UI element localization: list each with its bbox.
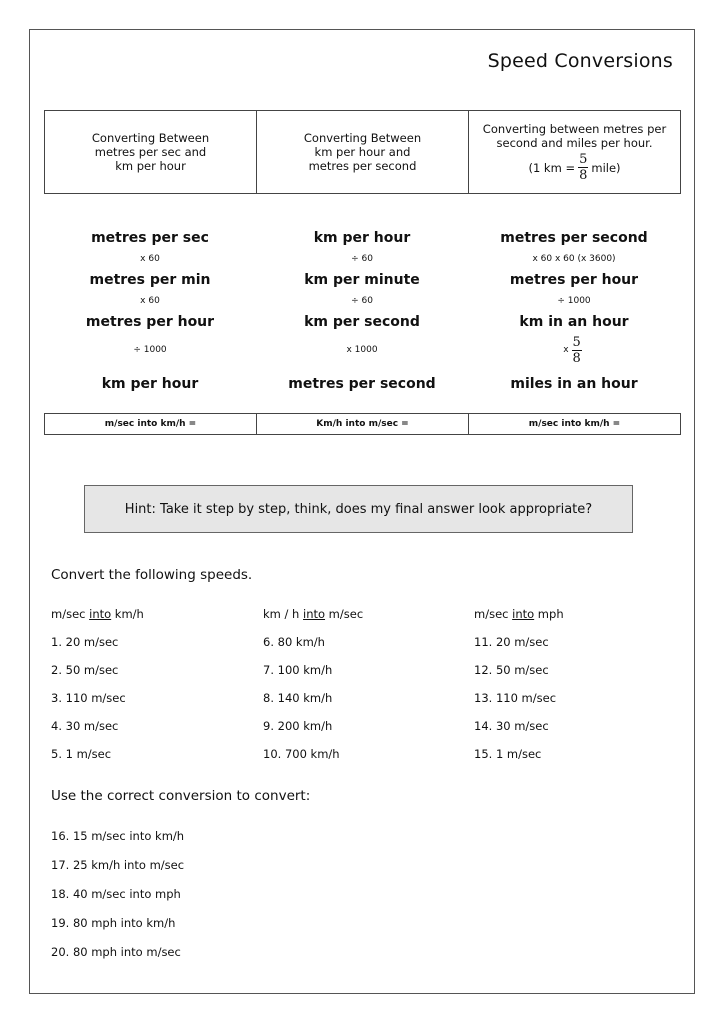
answer-row (44, 413, 681, 435)
exercise-column-ms-kmh (51, 606, 144, 774)
header-line: metres per sec and (94, 145, 207, 159)
chain-operation: ÷ 60 (351, 254, 373, 264)
heading-post: m/sec (325, 607, 364, 621)
header-cell-ms-mph (468, 111, 680, 193)
column-heading (474, 606, 564, 634)
fraction-five-eighths (578, 153, 588, 182)
heading-pre: m/sec (474, 607, 513, 621)
fraction-denominator: 8 (579, 168, 588, 183)
exercise-item: 3. 110 m/sec (51, 691, 126, 705)
column-heading (51, 606, 144, 634)
equation-suffix: mile) (591, 160, 621, 175)
header-line: Converting between metres per (482, 122, 667, 136)
conversion-header-table (44, 110, 681, 194)
exercise-column-ms-mph (474, 606, 564, 774)
hint-box: Hint: Take it step by step, think, does my final answer look appropriate? (84, 485, 633, 533)
fraction-five-eighths (572, 336, 582, 365)
section-title-convert: Convert the following speeds. (51, 567, 253, 583)
chain-ms-to-mph (468, 228, 680, 394)
chain-operation: x 60 x 60 (x 3600) (532, 254, 616, 264)
chain-operation: x 1000 (346, 345, 378, 355)
operation-prefix: x (563, 345, 569, 355)
fraction-denominator: 8 (572, 350, 581, 366)
exercise-item: 7. 100 km/h (263, 663, 333, 677)
answer-cell-ms-mph[interactable]: m/sec into km/h = (468, 414, 680, 434)
exercise-item: 13. 110 m/sec (474, 691, 557, 705)
answer-cell-kmh-ms[interactable]: Km/h into m/sec = (256, 414, 468, 434)
chain-unit: metres per hour (85, 314, 215, 330)
exercise-item: 5. 1 m/sec (51, 747, 112, 761)
heading-underlined: into (303, 607, 326, 621)
chain-operation: ÷ 60 (351, 296, 373, 306)
exercise-item: 17. 25 km/h into m/sec (51, 858, 185, 872)
header-line: Converting Between (91, 131, 210, 145)
heading-pre: km / h (263, 607, 303, 621)
exercise-item: 1. 20 m/sec (51, 635, 119, 649)
heading-underlined: into (512, 607, 535, 621)
chain-operation: x 60 (140, 254, 160, 264)
exercise-item: 18. 40 m/sec into mph (51, 887, 181, 901)
section-title-correct-conversion: Use the correct conversion to convert: (51, 788, 311, 804)
chain-unit: miles in an hour (510, 376, 638, 392)
chain-unit: km per hour (101, 376, 199, 392)
chain-operation: ÷ 1000 (133, 345, 167, 355)
heading-post: km/h (111, 607, 144, 621)
chain-unit: km in an hour (519, 314, 629, 330)
exercise-column-kmh-ms (263, 606, 363, 774)
header-line: second and miles per hour. (496, 136, 653, 150)
km-mile-equation (528, 153, 620, 182)
mixed-exercise-list (51, 828, 184, 973)
chain-unit: metres per hour (509, 272, 639, 288)
header-line: Converting Between (303, 131, 422, 145)
chain-unit: metres per second (288, 376, 436, 392)
exercise-item: 11. 20 m/sec (474, 635, 549, 649)
fraction-numerator: 5 (572, 334, 581, 350)
exercise-item: 19. 80 mph into km/h (51, 916, 176, 930)
exercise-item: 4. 30 m/sec (51, 719, 119, 733)
header-cell-kmh-ms (256, 111, 468, 193)
exercise-item: 2. 50 m/sec (51, 663, 119, 677)
exercise-item: 6. 80 km/h (263, 635, 325, 649)
header-cell-ms-kmh (45, 111, 256, 193)
exercise-item: 20. 80 mph into m/sec (51, 945, 181, 959)
heading-pre: m/sec (51, 607, 90, 621)
chain-unit: metres per sec (91, 230, 209, 246)
chain-unit: km per second (304, 314, 420, 330)
heading-post: mph (534, 607, 564, 621)
exercise-item: 14. 30 m/sec (474, 719, 549, 733)
chain-operation: x 60 (140, 296, 160, 306)
fraction-numerator: 5 (579, 152, 588, 167)
chain-operation-fraction (468, 332, 680, 368)
chain-unit: metres per second (500, 230, 648, 246)
chain-unit: km per hour (313, 230, 411, 246)
exercise-item: 10. 700 km/h (263, 747, 340, 761)
equation-prefix: (1 km = (528, 160, 576, 175)
header-line: km per hour and (314, 145, 411, 159)
chain-unit: km per minute (304, 272, 420, 288)
exercise-item: 16. 15 m/sec into km/h (51, 829, 185, 843)
column-heading (263, 606, 363, 634)
heading-underlined: into (89, 607, 112, 621)
header-line: metres per second (308, 159, 417, 173)
chain-kmh-to-ms (256, 228, 468, 394)
header-line: km per hour (115, 159, 186, 173)
exercise-item: 8. 140 km/h (263, 691, 333, 705)
chain-operation: ÷ 1000 (557, 296, 591, 306)
exercise-item: 12. 50 m/sec (474, 663, 549, 677)
chain-unit: metres per min (89, 272, 211, 288)
page-title: Speed Conversions (487, 50, 673, 72)
chain-ms-to-kmh (44, 228, 256, 394)
exercise-item: 15. 1 m/sec (474, 747, 542, 761)
exercise-item: 9. 200 km/h (263, 719, 333, 733)
answer-cell-ms-kmh[interactable]: m/sec into km/h = (104, 419, 197, 429)
